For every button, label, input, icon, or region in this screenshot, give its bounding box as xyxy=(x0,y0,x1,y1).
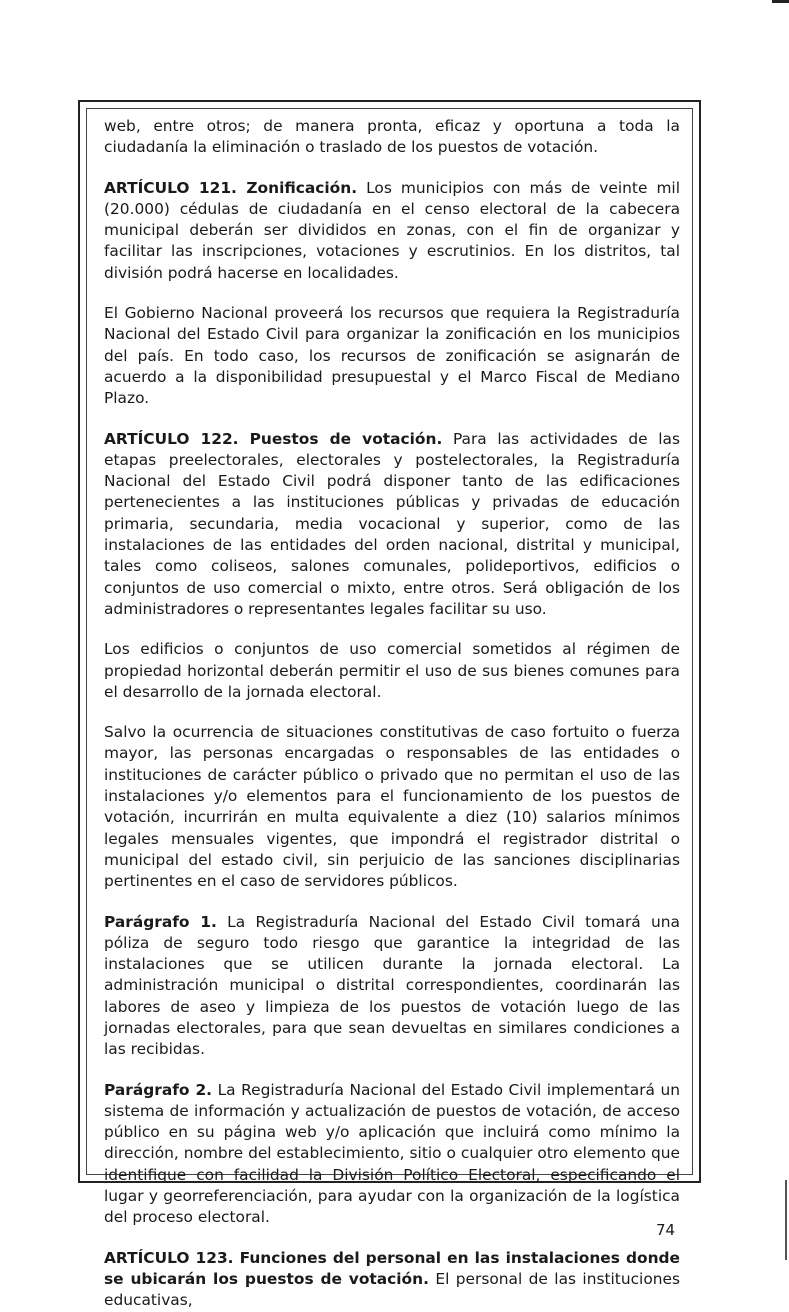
paragraph-continuation xyxy=(104,116,680,159)
paragraph-text: Para las actividades de las etapas preelectorales, electorales y postelectorales, la Registraduría Nacional del Estado Civil podrá disponer tanto de las edificaciones pertenecientes a las instituciones públicas y privadas de educación primaria, secundaria, media vocacional y superior, como de las instalaciones de las entidades del orden nacional, distrital y municipal, tales como coliseos, salones comunales, polideportivos, edificios o conjuntos de uso comercial o mixto, entre otros. Será obligación de los administradores o representantes legales facilitar su uso. xyxy=(104,429,680,618)
article-heading: ARTÍCULO 122. Puestos de votación. xyxy=(104,429,443,448)
paragraph-text: El Gobierno Nacional proveerá los recursos que requiera la Registraduría Nacional del Estado Civil para organizar la zonificación en los municipios del país. En todo caso, los recursos de zonificación se asignarán de acuerdo a la disponibilidad presupuestal y el Marco Fiscal de Mediano Plazo. xyxy=(104,304,680,408)
article-123 xyxy=(104,1248,680,1312)
article-heading: ARTÍCULO 121. Zonificación. xyxy=(104,178,358,197)
scan-edge-mark-right xyxy=(785,1180,787,1260)
paragraph-gobierno xyxy=(104,303,680,409)
paragrafo-heading: Parágrafo 2. xyxy=(104,1080,213,1099)
paragraph-text: La Registraduría Nacional del Estado Civil implementará un sistema de información y actualización de puestos de votación, de acceso público en su página web y/o aplicación que incluirá como mínimo la dirección, nombre del establecimiento, sitio o cualquier otro elemento que identifique con facilidad la División Político Electoral, especificando el lugar y georreferenciación, para ayudar con la organización de la logística del proceso electoral. xyxy=(104,1080,680,1227)
paragraph-text: Los edificios o conjuntos de uso comercial sometidos al régimen de propiedad horizontal deberán permitir el uso de sus bienes comunes para el desarrollo de la jornada electoral. xyxy=(104,640,680,701)
paragraph-text: Salvo la ocurrencia de situaciones constitutivas de caso fortuito o fuerza mayor, las personas encargadas o responsables de las entidades o instituciones de carácter público o privado que no permitan el uso de las instalaciones y/o elementos para el funcionamiento de los puestos de votación, incurrirán en multa equivalente a diez (10) salarios mínimos legales mensuales vigentes, que impondrá el registrador distrital o municipal del estado civil, sin perjuicio de las sanciones disciplinarias pertinentes en el caso de servidores públicos. xyxy=(104,723,680,891)
paragraph-edificios xyxy=(104,639,680,703)
document-body xyxy=(104,116,680,1312)
paragraph-text: La Registraduría Nacional del Estado Civil tomará una póliza de seguro todo riesgo que garantice la integridad de las instalaciones que se utilicen durante la jornada electoral. La administración municipal o distrital correspondientes, coordinarán las labores de aseo y limpieza de los puestos de votación luego de las jornadas electorales, para que sean devueltas en similares condiciones a las recibidas. xyxy=(104,912,680,1059)
paragraph-text: web, entre otros; de manera pronta, eficaz y oportuna a toda la ciudadanía la eliminación o traslado de los puestos de votación. xyxy=(104,117,680,157)
article-121 xyxy=(104,178,680,284)
paragraph-salvo xyxy=(104,722,680,892)
paragrafo-2 xyxy=(104,1080,680,1229)
paragrafo-1 xyxy=(104,912,680,1061)
article-heading: ARTÍCULO 123. Funciones del personal en las instalaciones donde se ubicarán los puestos de votación. xyxy=(104,1248,680,1288)
page-number: 74 xyxy=(656,1221,676,1239)
article-122 xyxy=(104,429,680,621)
scan-edge-mark-top xyxy=(772,0,789,3)
paragrafo-heading: Parágrafo 1. xyxy=(104,912,217,931)
paragraph-text: El personal de las instituciones educativas, xyxy=(104,1269,680,1310)
paragraph-text: Los municipios con más de veinte mil (20.000) cédulas de ciudadanía en el censo electoral de la cabecera municipal deberán ser divididos en zonas, con el fin de organizar y facilitar las inscripciones, votaciones y escrutinios. En los distritos, tal división podrá hacerse en localidades. xyxy=(104,178,680,282)
